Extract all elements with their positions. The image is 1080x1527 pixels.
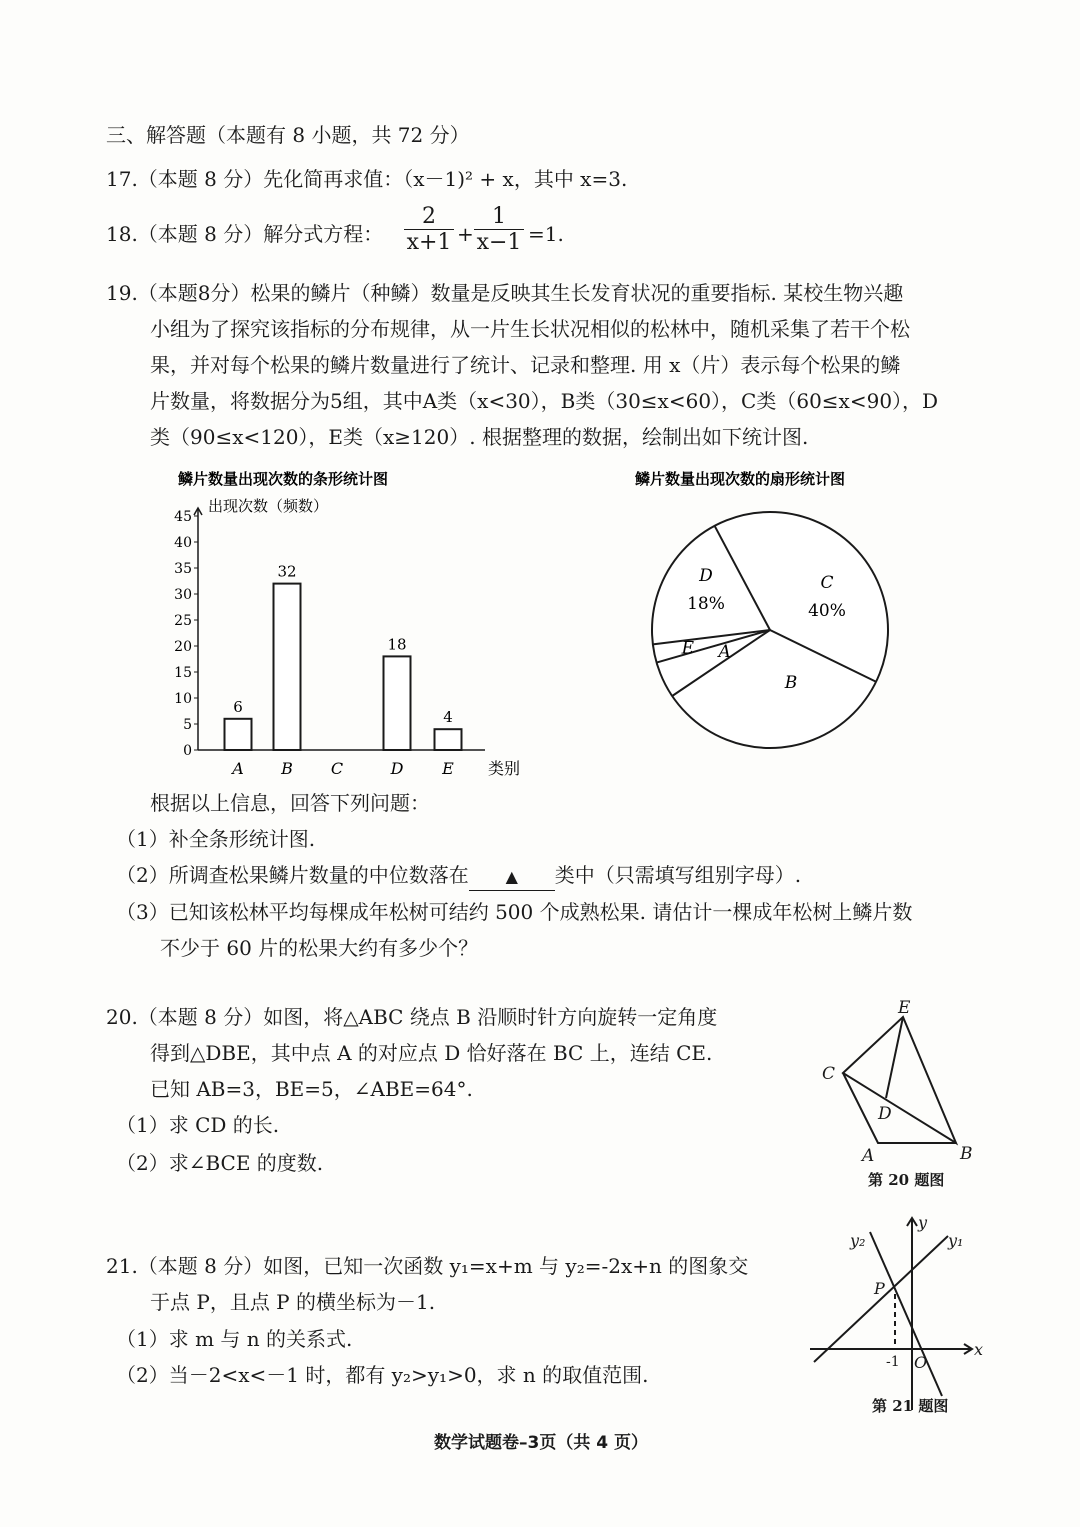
y-tick-label: 45 [174, 509, 192, 525]
bar-a [225, 719, 252, 750]
q21-line-2: 于点 P，且点 P 的横坐标为－1. [150, 1290, 436, 1314]
y-axis-label: 出现次数（频数） [208, 497, 329, 515]
label-p: P [874, 1279, 885, 1298]
question-18-prefix: 18.（本题 8 分）解分式方程： [106, 222, 384, 246]
bar-value-label: 6 [233, 697, 243, 716]
pie-chart [620, 460, 920, 760]
pie-slice-name-a: A [718, 642, 731, 663]
q20-sub-1: （1）求 CD 的长. [116, 1113, 280, 1137]
answer-blank: ▲ [469, 864, 555, 891]
pie-chart-title: 鳞片数量出现次数的扇形统计图 [635, 470, 846, 488]
y-tick-label: 15 [174, 665, 192, 681]
q19-sub-3-line-1: （3）已知该松林平均每棵成年松树可结约 500 个成熟松果. 请估计一棵成年松树上鳞片数 [116, 900, 913, 924]
y-tick-label: 20 [174, 639, 192, 655]
q20-line-3: 已知 AB=3，BE=5，∠ABE=64°. [150, 1077, 473, 1101]
q19-sub-2 [116, 862, 801, 891]
y-tick-label: 40 [174, 535, 192, 551]
q19-sub-2-text-a: （2）所调查松果鳞片数量的中位数落在 [116, 863, 469, 887]
x-axis-label: 类别 [488, 759, 521, 778]
fraction-1-denominator: x+1 [406, 230, 452, 255]
fraction-2-denominator: x−1 [476, 230, 522, 255]
pie-slice-name-d: D [699, 566, 713, 586]
bar-b [274, 584, 301, 750]
q19-sub-1: （1）补全条形统计图. [116, 827, 316, 851]
label-e: E [898, 998, 911, 1018]
y-tick-label: 10 [174, 691, 192, 707]
label-y: y [918, 1213, 928, 1232]
label-b: B [960, 1144, 973, 1164]
figure-20-lines [843, 1017, 956, 1143]
fraction-2 [474, 204, 524, 255]
y-tick-label: 5 [183, 717, 192, 733]
q19-line-1: 19.（本题8分）松果的鳞片（种鳞）数量是反映其生长发育状况的重要指标. 某校生物兴趣 [106, 281, 904, 305]
pie-slice-percent-d: 18% [687, 594, 725, 614]
label-c: C [822, 1064, 836, 1084]
q19-line-4: 片数量，将数据分为5组，其中A类（x<30），B类（30≤x<60），C类（60≤x<90），D [150, 389, 939, 413]
question-17: 17.（本题 8 分）先化简再求值：（x－1)² + x，其中 x=3. [106, 167, 628, 191]
bar-value-label: 18 [387, 635, 407, 654]
x-tick-label: A [232, 759, 244, 778]
bar-chart-title: 鳞片数量出现次数的条形统计图 [178, 470, 389, 488]
pie-slice-percent-c: 40% [808, 601, 846, 621]
label-y2: y₂ [850, 1231, 866, 1250]
plus-sign: + [457, 222, 474, 246]
q20-sub-2: （2）求∠BCE 的度数. [116, 1151, 324, 1175]
figure-20-caption: 第 20 题图 [868, 1171, 945, 1189]
label-y1: y₁ [948, 1231, 964, 1250]
y-tick-label: 30 [174, 587, 192, 603]
bar-d [384, 656, 411, 750]
fraction-1-numerator: 2 [422, 204, 436, 229]
bar-value-label: 32 [277, 562, 297, 581]
y-tick-label: 25 [174, 613, 192, 629]
q19-line-2: 小组为了探究该指标的分布规律，从一片生长状况相似的松林中，随机采集了若干个松 [150, 317, 910, 341]
x-tick-label: E [442, 759, 454, 778]
fraction-2-numerator: 1 [492, 204, 506, 229]
label-x: x [974, 1340, 984, 1359]
label-a: A [862, 1146, 875, 1166]
question-18-suffix: =1. [528, 222, 564, 246]
q19-sub-3-line-2: 不少于 60 片的松果大约有多少个？ [160, 936, 479, 960]
label-origin: O [914, 1353, 928, 1372]
y-tick-label: 0 [183, 743, 192, 759]
bar-value-label: 4 [443, 708, 453, 727]
bar-e [435, 729, 462, 750]
q21-sub-1: （1）求 m 与 n 的关系式. [116, 1327, 353, 1351]
figure-21-caption: 第 21 题图 [872, 1397, 949, 1415]
label-neg-1: -1 [886, 1354, 900, 1370]
q19-line-5: 类（90≤x<120），E类（x≥120）. 根据整理的数据，绘制出如下统计图. [150, 425, 809, 449]
q20-line-1: 20.（本题 8 分）如图，将△ABC 绕点 B 沿顺时针方向旋转一定角度 [106, 1005, 718, 1029]
section-title: 三、解答题（本题有 8 小题，共 72 分） [106, 123, 470, 147]
x-tick-label: B [281, 759, 293, 778]
fraction-1 [404, 204, 454, 255]
bar-chart [150, 460, 570, 790]
label-d: D [878, 1104, 892, 1124]
y-tick-label: 35 [174, 561, 192, 577]
line-y2 [870, 1232, 942, 1396]
q19-sub-2-text-b: 类中（只需填写组别字母）. [554, 863, 802, 887]
q20-line-2: 得到△DBE，其中点 A 的对应点 D 恰好落在 BC 上，连结 CE. [150, 1041, 713, 1065]
q19-intro: 根据以上信息，回答下列问题： [150, 791, 430, 815]
page-footer: 数学试题卷–3页（共 4 页） [434, 1433, 648, 1453]
x-tick-label: D [390, 759, 404, 778]
figure-20 [800, 995, 1000, 1195]
x-tick-label: C [330, 759, 344, 778]
q21-sub-2: （2）当－2<x<－1 时，都有 y₂>y₁>0，求 n 的取值范围. [116, 1363, 649, 1387]
pie-slice-name-b: B [784, 672, 798, 693]
pie-slice-name-e: E [681, 638, 695, 659]
q21-line-1: 21.（本题 8 分）如图，已知一次函数 y₁=x+m 与 y₂=-2x+n 的图象交 [106, 1254, 749, 1278]
pie-slice-name-c: C [820, 573, 834, 593]
q19-line-3: 果，并对每个松果的鳞片数量进行了统计、记录和整理. 用 x（片）表示每个松果的鳞 [150, 353, 901, 377]
figure-21 [800, 1210, 990, 1420]
